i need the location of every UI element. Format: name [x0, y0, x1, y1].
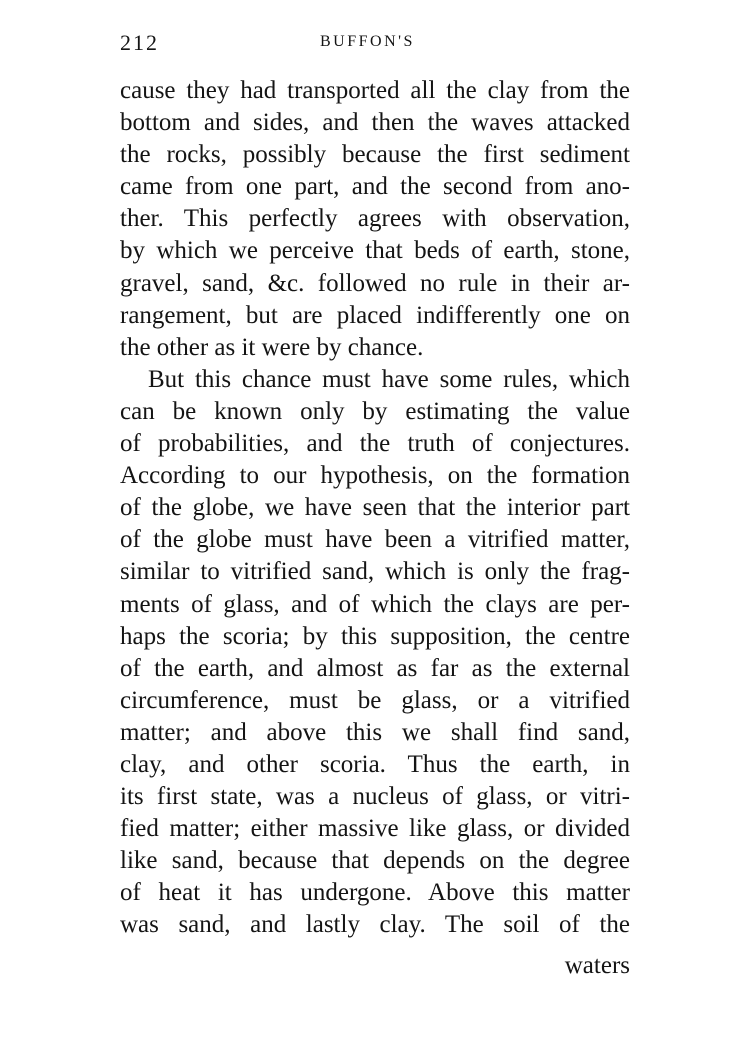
text-line: ments of glass, and of which the clays are per-: [120, 590, 630, 618]
text-line: of the earth, and almost as far as the external: [120, 654, 630, 682]
text-line: According to our hypothesis, on the formation: [120, 462, 630, 490]
text-line: by which we perceive that beds of earth, stone,: [120, 237, 630, 265]
text-line: similar to vitrified sand, which is only the frag-: [120, 558, 630, 586]
text-line: matter; and above this we shall find sand,: [120, 718, 630, 746]
text-line: the rocks, possibly because the first sediment: [120, 141, 630, 169]
text-line: bottom and sides, and then the waves attacked: [120, 109, 630, 137]
page-header: [120, 30, 630, 58]
text-line: of probabilities, and the truth of conjectures.: [120, 430, 630, 458]
text-line: fied matter; either massive like glass, or divided: [120, 815, 630, 843]
text-line: of the globe must have been a vitrified matter,: [120, 526, 630, 554]
text-line: like sand, because that depends on the degree: [120, 847, 630, 875]
text-line: was sand, and lastly clay. The soil of the: [120, 911, 630, 939]
text-line: clay, and other scoria. Thus the earth, in: [120, 750, 630, 778]
text-line: circumference, must be glass, or a vitrified: [120, 686, 630, 714]
text-line: its first state, was a nucleus of glass, or vitri-: [120, 783, 630, 811]
paragraph-1: [120, 75, 630, 364]
page-number: 212: [120, 30, 159, 55]
catchword: waters: [564, 952, 630, 979]
running-head: BUFFON'S: [320, 33, 415, 50]
text-line: gravel, sand, &c. followed no rule in their ar-: [120, 269, 630, 297]
text-line: the other as it were by chance.: [120, 333, 424, 361]
text-line: of heat it has undergone. Above this matter: [120, 879, 630, 907]
text-line: ther. This perfectly agrees with observation,: [120, 205, 630, 233]
text-line: of the globe, we have seen that the interior part: [120, 494, 630, 522]
text-line: came from one part, and the second from ano-: [120, 173, 630, 201]
text-line: can be known only by estimating the value: [120, 397, 630, 425]
text-line: cause they had transported all the clay from the: [120, 77, 630, 104]
text-line: rangement, but are placed indifferently one on: [120, 301, 630, 329]
text-line: haps the scoria; by this supposition, the centre: [120, 622, 630, 650]
text-line: But this chance must have some rules, which: [148, 365, 630, 393]
paragraph-2: [120, 364, 630, 942]
body-text: [120, 75, 630, 942]
